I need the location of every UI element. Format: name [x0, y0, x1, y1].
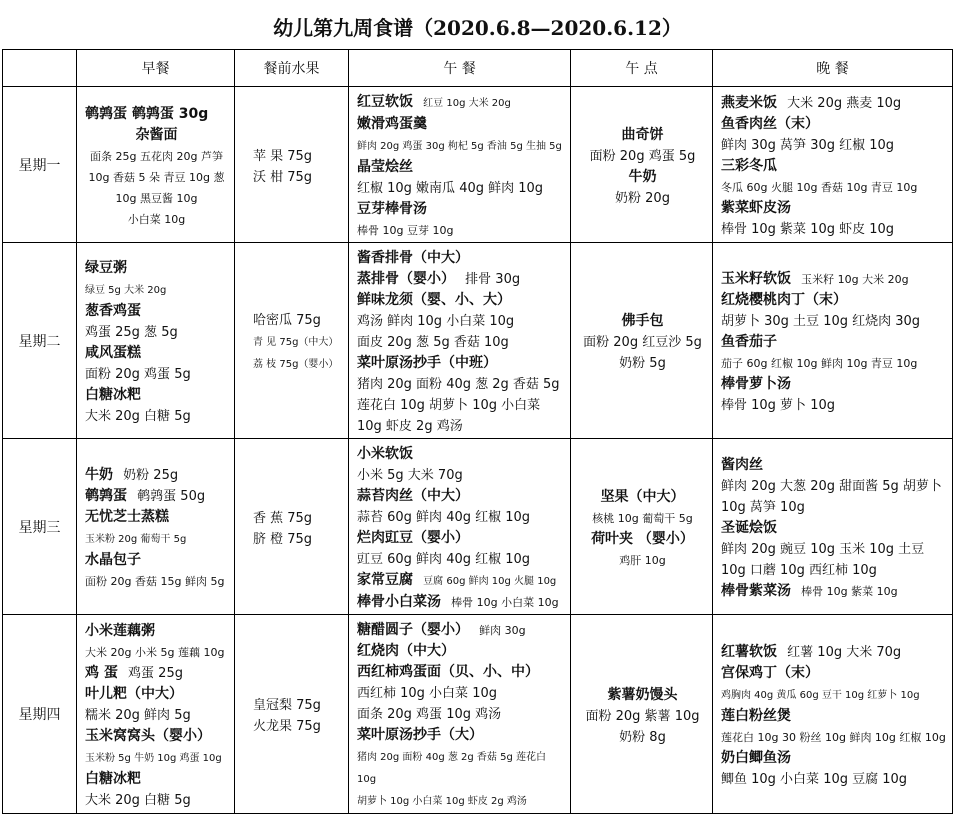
- dish-name-text: 酱肉丝: [721, 457, 763, 473]
- dish-name: [357, 113, 564, 134]
- dish-name: [85, 342, 228, 363]
- ingredient-text: 猪肉 20g 面粉 40g 葱 2g 香菇 5g 莲花白 10g: [357, 752, 546, 785]
- dish-name-text: 小米软饭: [357, 446, 413, 462]
- dish-name: [85, 683, 228, 704]
- dish-name: [357, 485, 564, 506]
- ingredient-text: 奶粉 25g: [123, 468, 179, 483]
- dish-name: [721, 155, 946, 176]
- dish-name-text: 红烧肉（中大）: [357, 643, 455, 659]
- dish-name-text: 鱼香肉丝（末）: [721, 116, 819, 132]
- snack-cell: [571, 87, 713, 243]
- dish-name-text: 红烧樱桃肉丁（末）: [721, 292, 847, 308]
- dish-name-text: 葱香鸡蛋: [85, 303, 141, 319]
- dish-name: [357, 569, 564, 591]
- ingredient-text: 青 见 75g（中大）: [253, 337, 339, 348]
- dish-name: [85, 549, 228, 570]
- dish-name: [357, 352, 564, 373]
- ingredient-line: [579, 507, 706, 528]
- ingredient-line: [253, 330, 342, 352]
- dish-name-text: 晶莹烩丝: [357, 159, 413, 175]
- lunch-cell: [349, 615, 571, 814]
- ingredient-text: 棒骨 10g 紫菜 10g 虾皮 10g: [721, 222, 895, 237]
- dish-name-text: 玉米窝窝头（婴小）: [85, 728, 211, 744]
- fruit-cell: [235, 243, 349, 439]
- ingredient-line: [85, 704, 228, 725]
- ingredient-text: 西红柿 10g 小白菜 10g: [357, 686, 497, 701]
- dish-name-text: 棒骨紫菜汤: [721, 583, 791, 599]
- ingredient-text: 棒骨 10g 紫菜 10g: [801, 585, 898, 598]
- snack-cell: [571, 439, 713, 615]
- ingredient-line: [721, 768, 946, 789]
- dish-name: [579, 486, 706, 507]
- lunch-cell: [349, 439, 571, 615]
- ingredient-text: 小白菜 10g: [127, 212, 186, 226]
- dish-name-text: 圣诞烩饭: [721, 520, 777, 536]
- ingredient-text: 奶粉 20g: [615, 190, 670, 206]
- ingredient-text: 皇冠梨 75g: [253, 698, 321, 713]
- dinner-cell: [713, 615, 953, 814]
- ingredient-text: 莲花白 10g 30 粉丝 10g 鲜肉 10g 红椒 10g: [721, 731, 946, 744]
- header-breakfast: 早餐: [77, 50, 235, 87]
- ingredient-text: 猪肉 20g 面粉 40g 葱 2g 香菇 5g 莲花白 10g 胡萝卜 10g 小白菜 10g 虾皮 2g 鸡汤: [357, 377, 560, 434]
- dish-name: [85, 384, 228, 405]
- dish-name-text: 白糖冰粑: [85, 387, 141, 403]
- dish-name: [357, 527, 564, 548]
- dish-name: [721, 580, 946, 601]
- ingredient-text: 鹌鹑蛋 50g: [137, 489, 206, 504]
- ingredient-text: 面皮 20g 葱 5g 香菇 10g: [357, 335, 509, 350]
- dish-name: [357, 640, 564, 661]
- ingredient-line: [721, 475, 946, 517]
- ingredient-line: [85, 570, 228, 591]
- dish-name-text: 荷叶夹 （婴小）: [591, 530, 694, 547]
- ingredient-line: [85, 363, 228, 384]
- ingredient-line: [357, 134, 564, 156]
- ingredient-line: [357, 548, 564, 569]
- ingredient-text: 红薯 10g 大米 70g: [787, 645, 902, 660]
- ingredient-text: 脐 橙 75g: [253, 531, 313, 547]
- ingredient-line: [85, 789, 228, 810]
- breakfast-cell: [77, 615, 235, 814]
- ingredient-text: 鲜肉 20g 大葱 20g 甜面酱 5g 胡萝卜 10g 莴笋 10g: [721, 479, 942, 515]
- dish-name: [357, 289, 564, 310]
- dish-name: [85, 620, 228, 641]
- dish-name: [357, 724, 564, 745]
- ingredient-line: [579, 352, 706, 373]
- ingredient-line: [357, 373, 564, 436]
- ingredient-text: 香 蕉 75g: [253, 510, 313, 526]
- ingredient-text: 排骨 30g: [465, 272, 521, 287]
- ingredient-line: [357, 703, 564, 724]
- dish-name: [579, 166, 706, 187]
- day-label: 星期一: [3, 87, 77, 243]
- ingredient-text: 红椒 10g 嫩南瓜 40g 鲜肉 10g: [357, 181, 544, 196]
- dish-name: [721, 289, 946, 310]
- dish-name: [721, 641, 946, 662]
- dish-name-text: 佛手包: [621, 313, 664, 329]
- fruit-cell: [235, 439, 349, 615]
- ingredient-line: [721, 726, 946, 747]
- dish-name: [721, 373, 946, 394]
- ingredient-text: 小米 5g 大米 70g: [357, 468, 463, 483]
- dish-name: [85, 257, 228, 278]
- header-snack: 午 点: [571, 50, 713, 87]
- dish-name: [85, 768, 228, 789]
- ingredient-line: [579, 705, 706, 726]
- ingredient-line: [721, 352, 946, 373]
- dish-name: [721, 331, 946, 352]
- dish-name: [721, 113, 946, 134]
- ingredient-line: [721, 310, 946, 331]
- ingredient-line: [85, 145, 228, 208]
- dinner-cell: [713, 87, 953, 243]
- dish-name-text: 玉米籽软饭: [721, 271, 791, 287]
- ingredient-text: 鸡蛋 25g 葱 5g: [85, 325, 178, 340]
- ingredient-line: [85, 746, 228, 768]
- dish-name: [357, 198, 564, 219]
- day-row: [3, 615, 953, 814]
- ingredient-text: 面粉 20g 鸡蛋 5g: [85, 367, 191, 382]
- breakfast-cell: [77, 439, 235, 615]
- ingredient-line: [721, 134, 946, 155]
- dish-name-text: 莲白粉丝煲: [721, 708, 791, 724]
- ingredient-line: [253, 715, 342, 736]
- ingredient-text: 核桃 10g 葡萄干 5g: [592, 511, 693, 525]
- ingredient-line: [357, 219, 564, 240]
- snack-cell: [571, 243, 713, 439]
- ingredient-line: [579, 549, 706, 570]
- dish-name: [579, 684, 706, 705]
- ingredient-text: 棒骨 10g 豆芽 10g: [357, 224, 454, 237]
- header-row: [3, 50, 953, 87]
- dish-name-text: 菜叶原汤抄手（大）: [357, 727, 483, 743]
- dish-name-text: 菜叶原汤抄手（中班）: [357, 355, 497, 371]
- ingredient-line: [85, 208, 228, 229]
- header-fruit: 餐前水果: [235, 50, 349, 87]
- dish-name-text: 嫩滑鸡蛋羹: [357, 116, 427, 132]
- dish-name: [85, 103, 228, 124]
- dish-name: [357, 443, 564, 464]
- dish-name-text: 牛奶: [628, 168, 657, 185]
- ingredient-text: 鲜肉 20g 豌豆 10g 玉米 10g 土豆 10g 口蘑 10g 西红柿 10g: [721, 542, 925, 578]
- dish-name-text: 牛奶: [85, 467, 113, 483]
- ingredient-text: 鲜肉 20g 鸡蛋 30g 枸杞 5g 香油 5g 生抽 5g: [357, 141, 562, 152]
- dish-name-text: 蒜苔肉丝（中大）: [357, 488, 469, 504]
- dish-name-text: 蒸排骨（婴小）: [357, 271, 455, 287]
- dish-name: [721, 197, 946, 218]
- ingredient-line: [357, 745, 564, 789]
- fruit-cell: [235, 87, 349, 243]
- ingredient-text: 大米 20g 燕麦 10g: [787, 96, 902, 111]
- ingredient-text: 鸡胸肉 40g 黄瓜 60g 豆干 10g 红萝卜 10g: [721, 690, 920, 701]
- ingredient-line: [85, 321, 228, 342]
- day-label: 星期三: [3, 439, 77, 615]
- dish-name-text: 白糖冰粑: [85, 771, 141, 787]
- ingredient-text: 面粉 20g 紫薯 10g: [585, 708, 700, 724]
- ingredient-text: 苹 果 75g: [253, 148, 313, 164]
- ingredient-text: 鲜肉 30g: [479, 624, 526, 637]
- ingredient-line: [721, 538, 946, 580]
- ingredient-text: 豇豆 60g 鲜肉 40g 红椒 10g: [357, 552, 531, 567]
- lunch-cell: [349, 87, 571, 243]
- breakfast-cell: [77, 243, 235, 439]
- dish-name-text: 三彩冬瓜: [721, 158, 777, 174]
- ingredient-line: [721, 394, 946, 415]
- dish-name-text: 家常豆腐: [357, 572, 413, 588]
- dish-name: [85, 485, 228, 506]
- dish-name: [721, 662, 946, 683]
- dish-name: [721, 454, 946, 475]
- dish-name-text: 西红柿鸡蛋面（贝、小、中）: [357, 664, 539, 680]
- dish-name: [85, 662, 228, 683]
- dish-name-text: 棒骨萝卜汤: [721, 376, 791, 392]
- dish-name-text: 曲奇饼: [621, 126, 664, 143]
- dish-name-text: 绿豆粥: [85, 260, 127, 276]
- ingredient-line: [253, 145, 342, 166]
- ingredient-line: [721, 218, 946, 239]
- ingredient-text: 鲜肉 30g 莴笋 30g 红椒 10g: [721, 138, 895, 153]
- dish-name: [357, 619, 564, 640]
- dish-name-text: 燕麦米饭: [721, 95, 777, 111]
- ingredient-line: [253, 694, 342, 715]
- dish-name: [357, 91, 564, 113]
- dish-name: [357, 591, 564, 612]
- dish-name-text: 鹌鹑蛋 鹌鹑蛋 30g: [85, 105, 209, 122]
- dish-name: [357, 661, 564, 682]
- day-row: [3, 243, 953, 439]
- dish-name: [579, 528, 706, 549]
- ingredient-text: 鸡汤 鲜肉 10g 小白菜 10g: [357, 314, 515, 329]
- header-corner: [3, 50, 77, 87]
- dish-name-text: 鲜味龙须（婴、小、大）: [357, 292, 511, 308]
- ingredient-line: [579, 187, 706, 208]
- ingredient-line: [721, 176, 946, 197]
- ingredient-text: 鸡蛋 25g: [128, 666, 183, 681]
- ingredient-line: [253, 528, 342, 549]
- ingredient-text: 奶粉 8g: [619, 729, 666, 745]
- dish-name-text: 鱼香茄子: [721, 334, 777, 350]
- dish-name: [357, 268, 564, 289]
- ingredient-line: [253, 507, 342, 528]
- dish-name-text: 无忧芝士蒸糕: [85, 509, 169, 525]
- dish-name: [85, 464, 228, 485]
- ingredient-line: [357, 506, 564, 527]
- ingredient-text: 面条 20g 鸡蛋 10g 鸡汤: [357, 707, 502, 722]
- ingredient-text: 面粉 20g 红豆沙 5g: [583, 335, 702, 350]
- lunch-cell: [349, 243, 571, 439]
- ingredient-text: 玉米籽 10g 大米 20g: [801, 273, 909, 286]
- ingredient-text: 红豆 10g 大米 20g: [423, 98, 511, 109]
- dish-name-text: 鸡 蛋: [85, 665, 118, 681]
- dish-name-text: 水晶包子: [85, 552, 141, 568]
- dish-name: [721, 517, 946, 538]
- dish-name-text: 鹌鹑蛋: [85, 488, 127, 504]
- ingredient-line: [253, 166, 342, 187]
- ingredient-line: [85, 527, 228, 549]
- dish-name-text: 红豆软饭: [357, 94, 413, 110]
- ingredient-text: 胡萝卜 30g 土豆 10g 红烧肉 30g: [721, 314, 921, 329]
- ingredient-text: 玉米粉 20g 葡萄干 5g: [85, 534, 187, 545]
- dinner-cell: [713, 439, 953, 615]
- breakfast-cell: [77, 87, 235, 243]
- ingredient-text: 荔 枝 75g（婴小）: [253, 359, 339, 370]
- header-lunch: 午 餐: [349, 50, 571, 87]
- dish-name-text: 糖醋圆子（婴小）: [357, 622, 469, 638]
- header-dinner: 晚 餐: [713, 50, 953, 87]
- ingredient-line: [579, 726, 706, 747]
- page-title: 幼儿第九周食谱（2020.6.8—2020.6.12）: [273, 16, 682, 40]
- ingredient-text: 鸡肝 10g: [619, 553, 666, 567]
- ingredient-text: 奶粉 5g: [619, 356, 666, 371]
- dish-name: [357, 156, 564, 177]
- ingredient-text: 大米 20g 白糖 5g: [85, 793, 191, 808]
- dish-name-text: 紫薯奶馒头: [607, 686, 678, 703]
- ingredient-text: 大米 20g 白糖 5g: [85, 409, 191, 424]
- ingredient-text: 棒骨 10g 萝卜 10g: [721, 398, 835, 413]
- dish-name-text: 红薯软饭: [721, 644, 777, 660]
- dish-name-text: 酱香排骨（中大）: [357, 250, 469, 266]
- ingredient-text: 面粉 20g 香菇 15g 鲜肉 5g: [85, 575, 225, 588]
- ingredient-line: [721, 683, 946, 705]
- ingredient-line: [357, 464, 564, 485]
- ingredient-line: [253, 309, 342, 330]
- day-label: 星期四: [3, 615, 77, 814]
- dish-name-text: 豆芽棒骨汤: [357, 201, 427, 217]
- ingredient-text: 茄子 60g 红椒 10g 鲜肉 10g 青豆 10g: [721, 357, 918, 370]
- dish-name-text: 宫保鸡丁（末）: [721, 665, 819, 681]
- ingredient-text: 沃 柑 75g: [253, 169, 313, 185]
- dish-name-text: 棒骨小白菜汤: [357, 594, 441, 610]
- dish-name: [579, 124, 706, 145]
- ingredient-line: [357, 177, 564, 198]
- ingredient-text: 玉米粉 5g 牛奶 10g 鸡蛋 10g: [85, 753, 222, 764]
- fruit-cell: [235, 615, 349, 814]
- day-row: [3, 87, 953, 243]
- ingredient-line: [85, 641, 228, 662]
- dish-name: [721, 705, 946, 726]
- dish-name-text: 杂酱面: [135, 126, 178, 143]
- ingredient-text: 棒骨 10g 小白菜 10g: [451, 596, 559, 609]
- dish-name: [85, 124, 228, 145]
- day-row: [3, 439, 953, 615]
- day-label: 星期二: [3, 243, 77, 439]
- ingredient-line: [357, 331, 564, 352]
- ingredient-line: [253, 352, 342, 374]
- dish-name-text: 奶白鲫鱼汤: [721, 750, 791, 766]
- ingredient-text: 胡萝卜 10g 小白菜 10g 虾皮 2g 鸡汤: [357, 796, 527, 807]
- ingredient-text: 绿豆 5g 大米 20g: [85, 285, 167, 296]
- ingredient-text: 蒜苔 60g 鲜肉 40g 红椒 10g: [357, 510, 531, 525]
- ingredient-text: 鲫鱼 10g 小白菜 10g 豆腐 10g: [721, 772, 908, 787]
- ingredient-line: [85, 278, 228, 300]
- dish-name: [357, 247, 564, 268]
- dinner-cell: [713, 243, 953, 439]
- dish-name-text: 坚果（中大）: [600, 488, 685, 505]
- snack-cell: [571, 615, 713, 814]
- dish-name: [85, 725, 228, 746]
- dish-name-text: 咸风蛋糕: [85, 345, 141, 361]
- ingredient-text: 面条 25g 五花肉 20g 芦笋 10g 香菇 5 朵 青豆 10g 葱 10g 黑豆酱 10g: [88, 149, 225, 205]
- ingredient-text: 大米 20g 小米 5g 莲藕 10g: [85, 646, 225, 659]
- ingredient-line: [357, 789, 564, 811]
- ingredient-text: 冬瓜 60g 火腿 10g 香菇 10g 青豆 10g: [721, 181, 918, 194]
- dish-name: [721, 747, 946, 768]
- ingredient-text: 火龙果 75g: [253, 719, 321, 734]
- dish-name: [721, 268, 946, 289]
- ingredient-text: 哈密瓜 75g: [253, 313, 321, 328]
- ingredient-line: [579, 331, 706, 352]
- dish-name: [85, 506, 228, 527]
- dish-name: [85, 300, 228, 321]
- ingredient-text: 面粉 20g 鸡蛋 5g: [589, 148, 696, 164]
- ingredient-text: 豆腐 60g 鲜肉 10g 火腿 10g: [423, 576, 557, 587]
- dish-name-text: 小米莲藕粥: [85, 623, 155, 639]
- ingredient-line: [357, 310, 564, 331]
- dish-name: [721, 92, 946, 113]
- dish-name-text: 烂肉豇豆（婴小）: [357, 530, 469, 546]
- dish-name-text: 紫菜虾皮汤: [721, 200, 791, 216]
- ingredient-text: 糯米 20g 鲜肉 5g: [85, 708, 191, 723]
- ingredient-line: [357, 682, 564, 703]
- menu-table: [2, 49, 953, 814]
- ingredient-line: [85, 405, 228, 426]
- dish-name: [579, 310, 706, 331]
- ingredient-line: [579, 145, 706, 166]
- dish-name-text: 叶儿粑（中大）: [85, 686, 183, 702]
